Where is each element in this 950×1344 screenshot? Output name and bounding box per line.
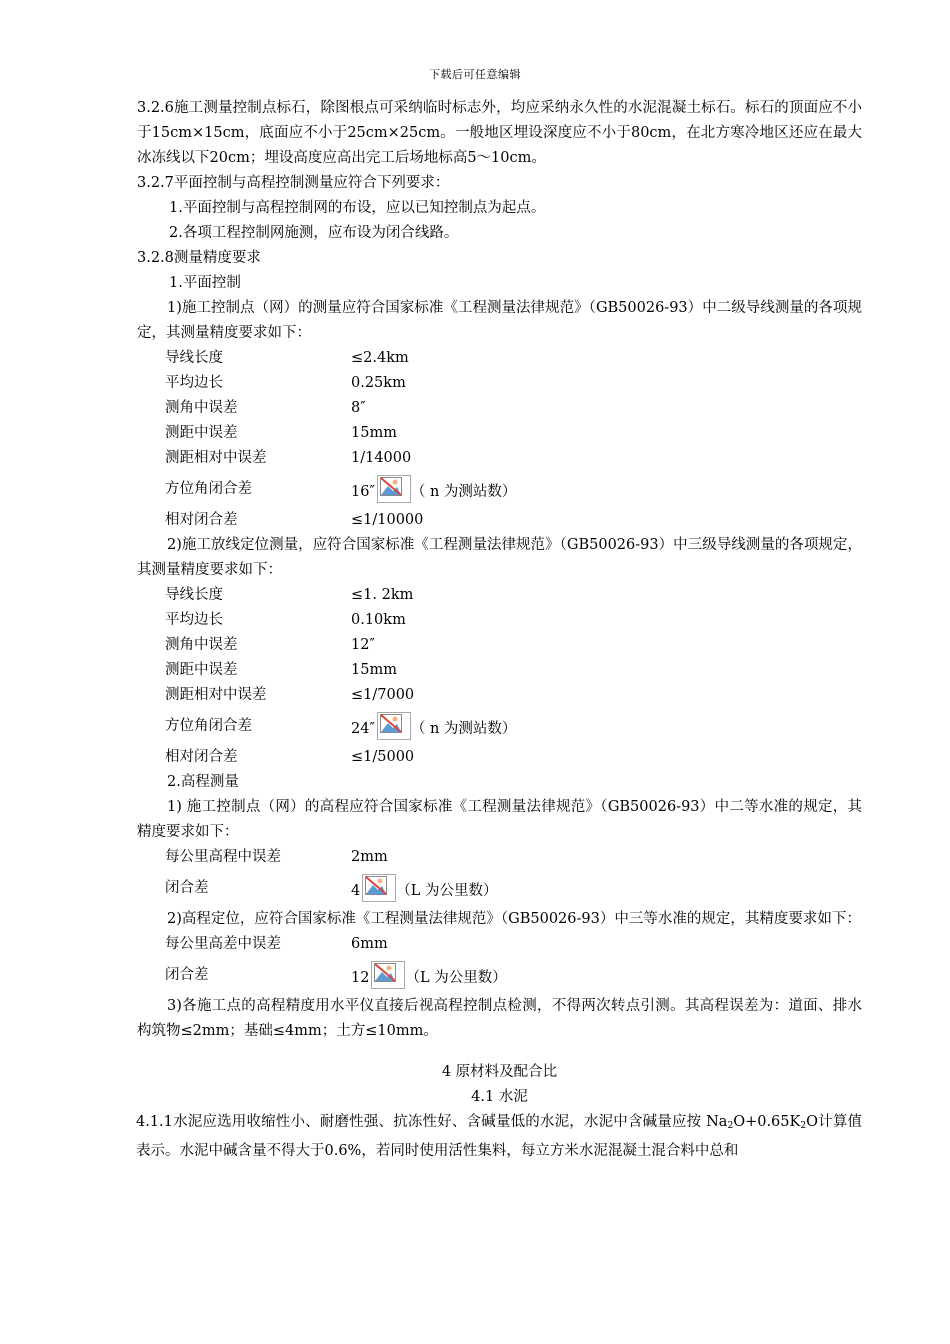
plane-control-2-text: 2)施工放线定位测量，应符合国家标准《工程测量法律规范》（GB50026-93）中三级导线测量的各项规定，其测量精度要求如下： <box>137 537 862 578</box>
para-3-2-7-item-2: 2.各项工程控制网施测，应布设为闭合线路。 <box>169 225 459 241</box>
para-3-2-7-item-1: 1.平面控制与高程控制网的布设，应以已知控制点为起点。 <box>169 200 546 216</box>
plane2-table <box>137 583 862 770</box>
subscript: 2 <box>800 1121 807 1131</box>
spec-key: 测角中误差 <box>165 637 238 653</box>
spec-value: 8″ <box>351 400 366 416</box>
spec-row <box>137 633 862 658</box>
spec-key: 导线长度 <box>165 350 223 366</box>
plane1-table <box>137 346 862 533</box>
spec-value: 1/14000 <box>351 450 412 466</box>
spec-row <box>137 421 862 446</box>
spec-key: 测距相对中误差 <box>165 687 267 703</box>
spec-value: 12 <box>351 969 370 986</box>
elev2-table <box>137 932 862 994</box>
spec-note: （ n 为测站数） <box>410 720 517 737</box>
spec-value: 0.10km <box>351 612 406 628</box>
para-4-1-1 <box>136 1110 862 1164</box>
spec-row <box>137 932 862 957</box>
spec-key: 方位角闭合差 <box>165 481 252 497</box>
spec-value: 12″ <box>351 637 375 653</box>
spec-value: 2mm <box>351 849 388 865</box>
elevation-3-text: 3)各施工点的高程精度用水平仪直接后视高程控制点检测，不得两次转点引测。其高程误差为：道面、排水构筑物≤2mm；基础≤4mm；土方≤10mm。 <box>137 998 862 1039</box>
elevation-2-text: 2)高程定位，应符合国家标准《工程测量法律规范》（GB50026-93）中三等水准的规定，其精度要求如下： <box>167 911 861 927</box>
broken-image-icon <box>371 961 405 989</box>
spec-value: 15mm <box>351 425 397 441</box>
spec-note: （ n 为测站数） <box>410 483 517 500</box>
spec-key: 相对闭合差 <box>165 749 238 765</box>
para-4-1-1-part: O计算值表示。水泥中碱含量不得大于0.6%，若同时使用活性集料，每立方米水泥混凝土混合料中总和 <box>136 1114 862 1159</box>
spec-row <box>137 683 862 708</box>
spec-value: 6mm <box>351 936 388 952</box>
broken-image-icon <box>377 475 411 503</box>
spec-row <box>137 845 862 870</box>
spec-note: （L 为公里数） <box>405 969 507 986</box>
spec-key: 方位角闭合差 <box>165 718 252 734</box>
spec-value: ≤1/10000 <box>351 512 424 528</box>
broken-image-icon <box>362 874 396 902</box>
broken-image-icon <box>377 712 411 740</box>
subscript: 2 <box>727 1121 734 1131</box>
page-header: 下载后可任意编辑 <box>429 68 521 81</box>
spec-value: ≤2.4km <box>351 350 409 366</box>
para-3-2-8: 3.2.8测量精度要求 <box>137 250 261 266</box>
spec-row <box>137 658 862 683</box>
spec-row <box>137 346 862 371</box>
spec-row <box>137 583 862 608</box>
spec-row <box>137 396 862 421</box>
spec-key: 测距相对中误差 <box>165 450 267 466</box>
elev1-table <box>137 845 862 907</box>
spec-value: 24″ <box>351 720 375 737</box>
spec-key: 测角中误差 <box>165 400 238 416</box>
spec-row <box>137 957 862 994</box>
plane-control-title: 1.平面控制 <box>169 275 241 291</box>
chapter-4-title: 4 原材料及配合比 <box>441 1064 558 1080</box>
document-body <box>137 96 862 1164</box>
elevation-1-text: 1) 施工控制点（网）的高程应符合国家标准《工程测量法律规范》（GB50026-93）中二等水准的规定，其精度要求如下： <box>137 799 862 840</box>
spec-key: 平均边长 <box>165 375 223 391</box>
spec-key: 相对闭合差 <box>165 512 238 528</box>
spec-key: 闭合差 <box>165 880 209 896</box>
spec-value: ≤1/5000 <box>351 749 415 765</box>
spec-row <box>137 371 862 396</box>
para-3-2-7: 3.2.7平面控制与高程控制测量应符合下列要求： <box>137 175 450 191</box>
spec-note: （L 为公里数） <box>396 882 498 899</box>
spec-value: ≤1. 2km <box>351 587 414 603</box>
elevation-title: 2.高程测量 <box>167 774 239 790</box>
spec-value: ≤1/7000 <box>351 687 415 703</box>
spec-key: 平均边长 <box>165 612 223 628</box>
spec-row <box>137 870 862 907</box>
spec-value: 4 <box>351 882 361 899</box>
spec-value: 15mm <box>351 662 397 678</box>
spec-key: 每公里高程中误差 <box>165 849 281 865</box>
spec-value: 0.25km <box>351 375 406 391</box>
spec-row <box>137 745 862 770</box>
spec-key: 导线长度 <box>165 587 223 603</box>
spec-row <box>137 708 862 745</box>
para-4-1-1-part: 4.1.1水泥应选用收缩性小、耐磨性强、抗冻性好、含碱量低的水泥，水泥中含碱量应按 Na <box>136 1114 728 1130</box>
para-3-2-6: 3.2.6施工测量控制点标石，除图根点可采纳临时标志外，均应采纳永久性的水泥混凝土标石。标石的顶面应不小于15cm×15cm，底面应不小于25cm×25cm。一般地区埋设深度应不小于80cm，在北方寒冷地区还应在最大冰冻线以下20cm；埋设高度应高出完工后场地标高5～10cm。 <box>137 100 862 166</box>
spec-row <box>137 446 862 471</box>
spec-row <box>137 608 862 633</box>
plane-control-1-text: 1)施工控制点（网）的测量应符合国家标准《工程测量法律规范》（GB50026-93）中二级导线测量的各项规定，其测量精度要求如下： <box>137 300 862 341</box>
spec-value: 16″ <box>351 483 375 500</box>
para-4-1-1-part: O+0.65K <box>733 1114 801 1130</box>
spec-row <box>137 471 862 508</box>
spec-key: 测距中误差 <box>165 662 238 678</box>
spec-row <box>137 508 862 533</box>
spec-key: 测距中误差 <box>165 425 238 441</box>
section-4-1-title: 4.1 水泥 <box>471 1089 528 1105</box>
spec-key: 闭合差 <box>165 967 209 983</box>
spec-key: 每公里高差中误差 <box>165 936 281 952</box>
